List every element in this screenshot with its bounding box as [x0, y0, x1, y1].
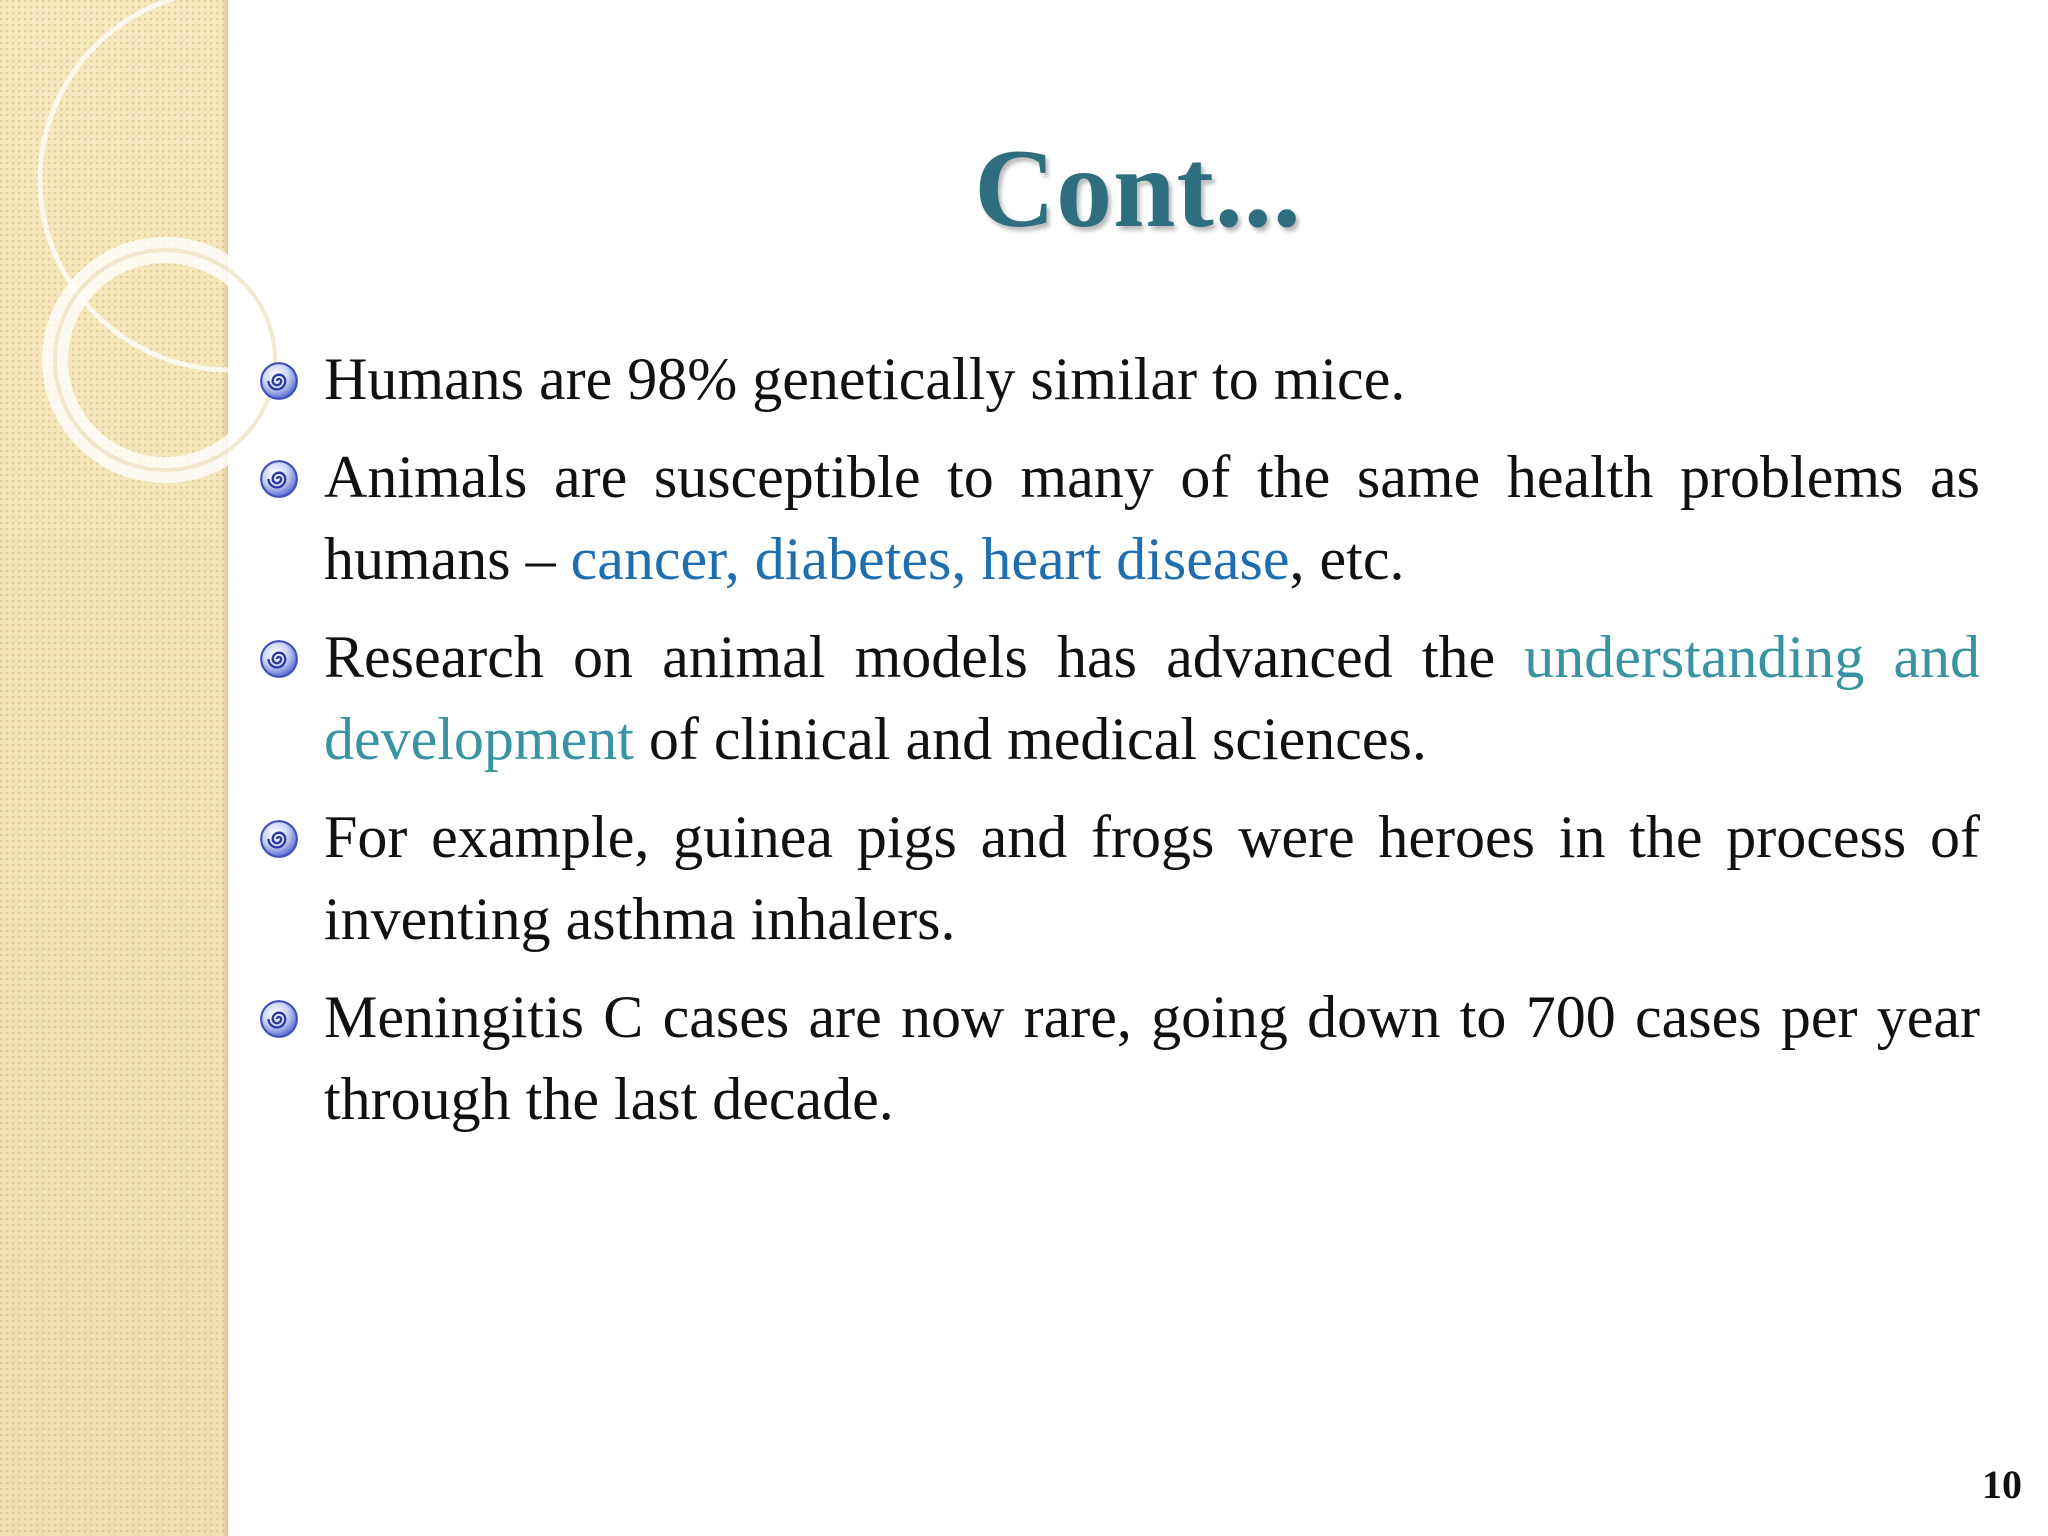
spiral-bullet-icon: [258, 998, 300, 1040]
bullet-item: [258, 616, 1980, 780]
bullet-item: [258, 976, 1980, 1140]
highlighted-understanding: understanding and development: [324, 624, 1980, 772]
spiral-bullet-icon: [258, 360, 300, 402]
bullet-text: Research on animal models has advanced the: [324, 624, 1525, 690]
bullet-text: , etc.: [1289, 526, 1405, 592]
spiral-bullet-icon: [258, 818, 300, 860]
bullet-item: [258, 796, 1980, 960]
highlighted-diseases: cancer, diabetes, heart disease: [570, 526, 1290, 592]
page-number: 10: [1982, 1462, 2022, 1507]
bullet-text: Meningitis C cases are now rare, going down to 700 cases per year through the last decade.: [324, 984, 1980, 1132]
bullet-list: [258, 338, 1980, 1156]
bullet-text: Humans are 98% genetically similar to mice.: [324, 346, 1406, 412]
bullet-text: For example, guinea pigs and frogs were heroes in the process of inventing asthma inhalers.: [324, 804, 1980, 952]
spiral-bullet-icon: [258, 458, 300, 500]
bullet-text: Animals are susceptible to many of the same health problems as humans –: [324, 444, 1980, 592]
bullet-item: [258, 436, 1980, 600]
spiral-bullet-icon: [258, 638, 300, 680]
bullet-text: of clinical and medical sciences.: [633, 706, 1427, 772]
bullet-item: [258, 338, 1980, 420]
slide-title: Cont...: [974, 127, 1302, 251]
side-decorative-band: [0, 0, 228, 1536]
